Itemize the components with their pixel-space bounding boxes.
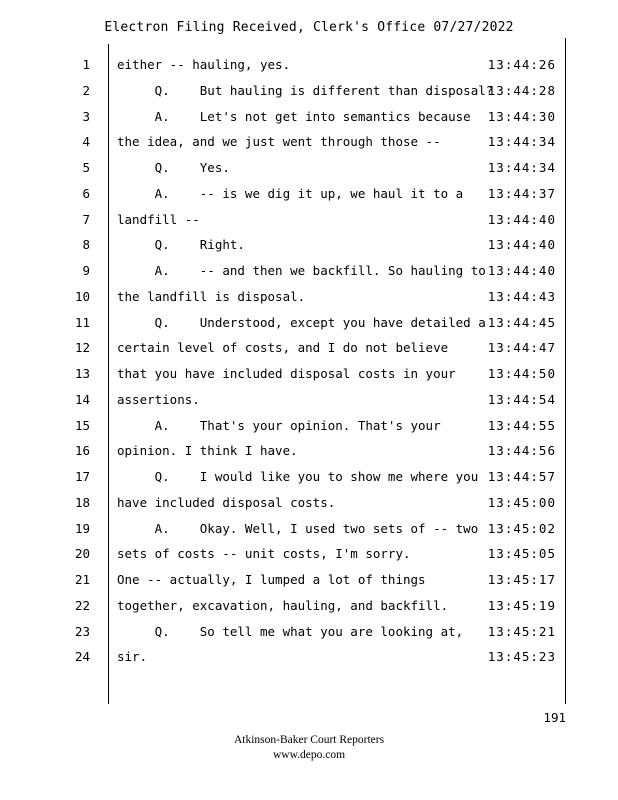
line-timestamp: 13:44:26 <box>487 57 556 72</box>
line-number: 3 <box>82 108 90 124</box>
line-text: A. -- and then we backfill. So hauling to <box>117 263 486 278</box>
line-text: Q. I would like you to show me where you <box>117 469 479 484</box>
line-text: either -- hauling, yes. <box>117 57 291 72</box>
line-timestamp: 13:44:57 <box>487 469 556 484</box>
transcript-line <box>0 469 618 495</box>
transcript-line <box>0 212 618 238</box>
line-number: 19 <box>74 520 90 536</box>
line-number: 11 <box>74 314 90 330</box>
line-number: 15 <box>74 417 90 433</box>
line-number: 7 <box>82 211 90 227</box>
line-number: 12 <box>74 340 90 356</box>
line-text: A. That's your opinion. That's your <box>117 417 441 433</box>
line-number: 24 <box>74 649 90 665</box>
line-number: 23 <box>74 623 90 639</box>
line-text: the landfill is disposal. <box>117 288 306 304</box>
line-timestamp: 13:44:50 <box>487 366 556 381</box>
footer-company: Atkinson-Baker Court Reporters <box>233 734 385 746</box>
line-number: 4 <box>82 134 90 150</box>
line-text: certain level of costs, and I do not believe <box>117 340 449 356</box>
line-timestamp: 13:45:21 <box>487 623 556 639</box>
line-timestamp: 13:45:05 <box>487 546 556 562</box>
footer-website: www.depo.com <box>272 749 346 761</box>
filing-header: Electron Filing Received, Clerk's Office 07/27/2022 <box>104 20 514 35</box>
line-number: 13 <box>74 366 90 381</box>
line-timestamp: 13:45:00 <box>487 494 556 510</box>
line-timestamp: 13:44:55 <box>487 417 556 433</box>
line-number: 5 <box>82 160 90 175</box>
line-timestamp: 13:44:40 <box>487 237 556 253</box>
line-text: A. -- is we dig it up, we haul it to a <box>117 185 464 201</box>
line-timestamp: 13:44:40 <box>487 211 556 227</box>
transcript-line <box>0 598 618 624</box>
line-timestamp: 13:45:17 <box>487 572 556 587</box>
transcript-line <box>0 340 618 366</box>
transcript-line <box>0 186 618 212</box>
line-text: A. Okay. Well, I used two sets of -- two <box>117 520 479 536</box>
line-text: Q. But hauling is different than disposal? <box>117 82 494 98</box>
line-number: 1 <box>82 57 90 72</box>
transcript-line <box>0 649 618 675</box>
line-text: A. Let's not get into semantics because <box>117 108 471 124</box>
transcript-line <box>0 546 618 572</box>
line-timestamp: 13:44:30 <box>487 108 556 124</box>
line-timestamp: 13:44:40 <box>487 263 556 278</box>
line-number: 16 <box>74 443 90 459</box>
line-number: 8 <box>82 237 90 253</box>
transcript-line <box>0 495 618 521</box>
line-number: 6 <box>82 185 90 201</box>
page-number: 191 <box>543 710 566 725</box>
line-timestamp: 13:44:37 <box>487 185 556 201</box>
line-timestamp: 13:44:47 <box>487 340 556 356</box>
transcript-line <box>0 57 618 83</box>
line-text: Q. So tell me what you are looking at, <box>117 623 464 639</box>
line-text: sir. <box>117 649 148 665</box>
line-timestamp: 13:45:19 <box>487 597 556 613</box>
transcript-line <box>0 160 618 186</box>
line-text: landfill -- <box>117 211 200 227</box>
line-number: 22 <box>74 597 90 613</box>
transcript-line <box>0 624 618 650</box>
transcript-line <box>0 134 618 160</box>
line-timestamp: 13:44:56 <box>487 443 556 459</box>
transcript-line <box>0 418 618 444</box>
line-text: Q. Right. <box>117 237 245 253</box>
transcript-line <box>0 443 618 469</box>
transcript-line <box>0 572 618 598</box>
line-text: together, excavation, hauling, and backfill. <box>117 597 449 613</box>
line-number: 18 <box>74 494 90 510</box>
transcript-line <box>0 366 618 392</box>
transcript-line <box>0 83 618 109</box>
line-text: Q. Understood, except you have detailed a <box>117 314 486 330</box>
transcript-line <box>0 109 618 135</box>
line-text: the idea, and we just went through those -- <box>117 134 441 150</box>
line-text: that you have included disposal costs in your <box>117 366 456 381</box>
line-number: 10 <box>74 288 90 304</box>
transcript-line <box>0 263 618 289</box>
transcript-line <box>0 315 618 341</box>
transcript-line <box>0 289 618 315</box>
line-text: sets of costs -- unit costs, I'm sorry. <box>117 546 411 562</box>
line-timestamp: 13:44:34 <box>487 134 556 150</box>
transcript-line <box>0 392 618 418</box>
line-text: One -- actually, I lumped a lot of things <box>117 572 426 587</box>
line-text: have included disposal costs. <box>117 494 336 510</box>
line-text: Q. Yes. <box>117 160 230 175</box>
line-timestamp: 13:44:43 <box>487 288 556 304</box>
transcript-line <box>0 521 618 547</box>
line-timestamp: 13:45:02 <box>487 520 556 536</box>
line-timestamp: 13:44:34 <box>487 160 556 175</box>
line-timestamp: 13:45:23 <box>487 649 556 665</box>
line-text: assertions. <box>117 391 200 407</box>
line-number: 17 <box>74 469 90 484</box>
line-number: 14 <box>74 391 90 407</box>
line-timestamp: 13:44:45 <box>487 314 556 330</box>
line-text: opinion. I think I have. <box>117 443 298 459</box>
line-number: 21 <box>74 572 90 587</box>
line-timestamp: 13:44:54 <box>487 391 556 407</box>
line-number: 2 <box>82 82 90 98</box>
line-number: 9 <box>82 263 90 278</box>
transcript-line <box>0 237 618 263</box>
line-timestamp: 13:44:28 <box>487 82 556 98</box>
line-number: 20 <box>74 546 90 562</box>
